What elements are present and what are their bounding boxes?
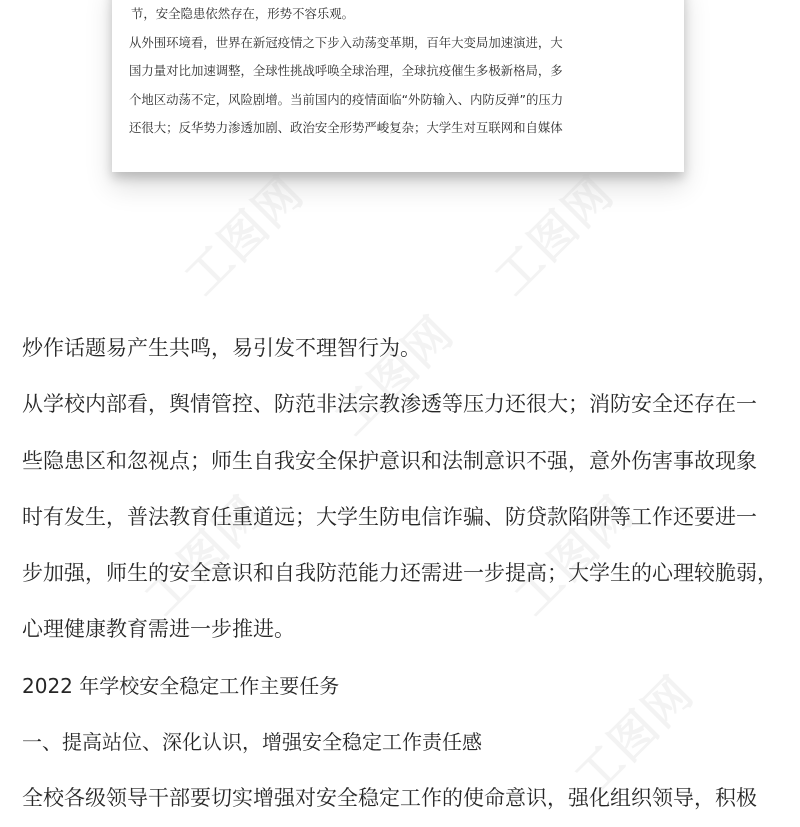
document-preview-card	[112, 0, 684, 172]
body-line: 些隐患区和忽视点；师生自我安全保护意识和法制意识不强，意外伤害事故现象	[22, 448, 757, 473]
preview-text-block	[129, 0, 659, 143]
watermark: 工图网	[504, 485, 645, 626]
watermark: 工图网	[174, 165, 315, 306]
body-line: 全校各级领导干部要切实增强对安全稳定工作的使命意识，强化组织领导，积极	[22, 786, 757, 811]
watermark: 工图网	[564, 665, 705, 806]
body-line: 步加强，师生的安全意识和自我防范能力还需进一步提高；大学生的心理较脆弱，	[22, 561, 778, 586]
body-line: 心理健康教育需进一步推进。	[22, 617, 295, 642]
body-line: 时有发生，普法教育任重道远；大学生防电信诈骗、防贷款陷阱等工作还要进一	[22, 504, 757, 529]
document-body	[22, 320, 792, 827]
subsection-heading: 一、提高站位、深化认识，增强安全稳定工作责任感	[22, 730, 482, 755]
preview-line: 个地区动荡不定，风险剧增。当前国内的疫情面临“外防输入、内防反弹”的压力	[129, 91, 564, 107]
watermark: 工图网	[134, 485, 275, 626]
preview-line: 还很大；反华势力渗透加剧、政治安全形势严峻复杂；大学生对互联网和自媒体	[129, 120, 563, 135]
section-heading: 2022 年学校安全稳定工作主要任务	[22, 673, 340, 698]
preview-line: 从外围环境看，世界在新冠疫情之下步入动荡变革期，百年大变局加速演进，大	[129, 34, 563, 50]
preview-line: 国力量对比加速调整，全球性挑战呼唤全球治理，全球抗疫催生多极新格局，多	[129, 63, 563, 78]
watermark: 工图网	[484, 165, 625, 306]
body-line: 炒作话题易产生共鸣，易引发不理智行为。	[22, 336, 421, 360]
watermark: 工图网	[324, 305, 465, 446]
preview-line: 节，安全隐患依然存在，形势不容乐观。	[131, 6, 355, 21]
body-line: 从学校内部看，舆情管控、防范非法宗教渗透等压力还很大；消防安全还存在一	[22, 392, 757, 417]
